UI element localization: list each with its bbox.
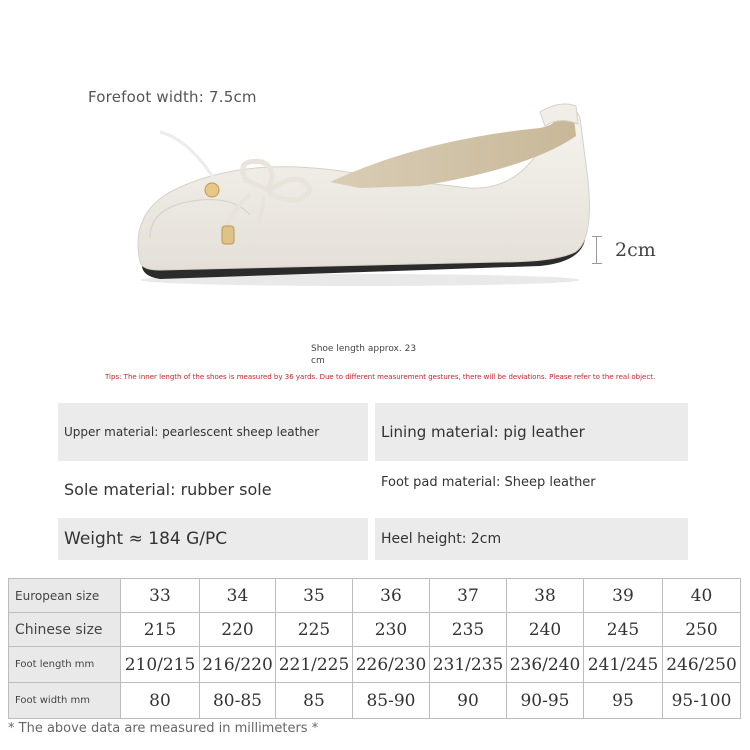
measurement-tips: Tips: The inner length of the shoes is measured by 36 yards. Due to different measurement gestures, there will be deviations. Please refer to the real object.	[105, 373, 656, 381]
table-cell: 80-85	[200, 683, 276, 719]
table-cell: 39	[584, 579, 663, 613]
table-cell: 241/245	[584, 647, 663, 683]
table-cell: 226/230	[353, 647, 430, 683]
table-cell: 36	[353, 579, 430, 613]
table-cell: 38	[507, 579, 584, 613]
lining-material: Lining material: pig leather	[375, 403, 688, 461]
table-cell: 215	[121, 613, 200, 647]
table-cell: 37	[430, 579, 507, 613]
table-cell: 95	[584, 683, 663, 719]
table-cell: 33	[121, 579, 200, 613]
weight-info: Weight ≈ 184 G/PC	[58, 518, 368, 560]
table-cell: 95-100	[663, 683, 741, 719]
table-cell: 235	[430, 613, 507, 647]
row-label: Foot length mm	[9, 647, 121, 683]
table-row	[9, 683, 741, 719]
upper-material: Upper material: pearlescent sheep leather	[58, 403, 368, 461]
forefoot-width-label: Forefoot width: 7.5cm	[88, 88, 257, 106]
table-cell: 250	[663, 613, 741, 647]
heel-dimension-label: 2cm	[615, 239, 656, 261]
table-cell: 35	[276, 579, 353, 613]
table-cell: 85-90	[353, 683, 430, 719]
table-cell: 90	[430, 683, 507, 719]
sole-material: Sole material: rubber sole	[58, 463, 368, 515]
table-cell: 90-95	[507, 683, 584, 719]
row-label: Foot width mm	[9, 683, 121, 719]
shoe-illustration	[0, 0, 750, 340]
table-cell: 210/215	[121, 647, 200, 683]
table-cell: 236/240	[507, 647, 584, 683]
table-row	[9, 647, 741, 683]
table-row	[9, 613, 741, 647]
footnote: * The above data are measured in millimeters *	[8, 721, 319, 736]
table-cell: 231/235	[430, 647, 507, 683]
product-image	[0, 0, 750, 340]
table-cell: 40	[663, 579, 741, 613]
table-cell: 225	[276, 613, 353, 647]
table-cell: 230	[353, 613, 430, 647]
row-label: Chinese size	[9, 613, 121, 647]
shoe-length-label: Shoe length approx. 23 cm	[311, 344, 417, 366]
table-row	[9, 579, 741, 613]
table-cell: 80	[121, 683, 200, 719]
heel-height-info: Heel height: 2cm	[375, 518, 688, 560]
table-cell: 216/220	[200, 647, 276, 683]
table-cell: 220	[200, 613, 276, 647]
table-cell: 85	[276, 683, 353, 719]
table-cell: 245	[584, 613, 663, 647]
table-cell: 240	[507, 613, 584, 647]
table-cell: 34	[200, 579, 276, 613]
table-cell: 246/250	[663, 647, 741, 683]
size-table	[8, 578, 741, 719]
heel-dimension-marker	[596, 236, 611, 264]
table-cell: 221/225	[276, 647, 353, 683]
foot-pad-material: Foot pad material: Sheep leather	[375, 463, 688, 501]
row-label: European size	[9, 579, 121, 613]
